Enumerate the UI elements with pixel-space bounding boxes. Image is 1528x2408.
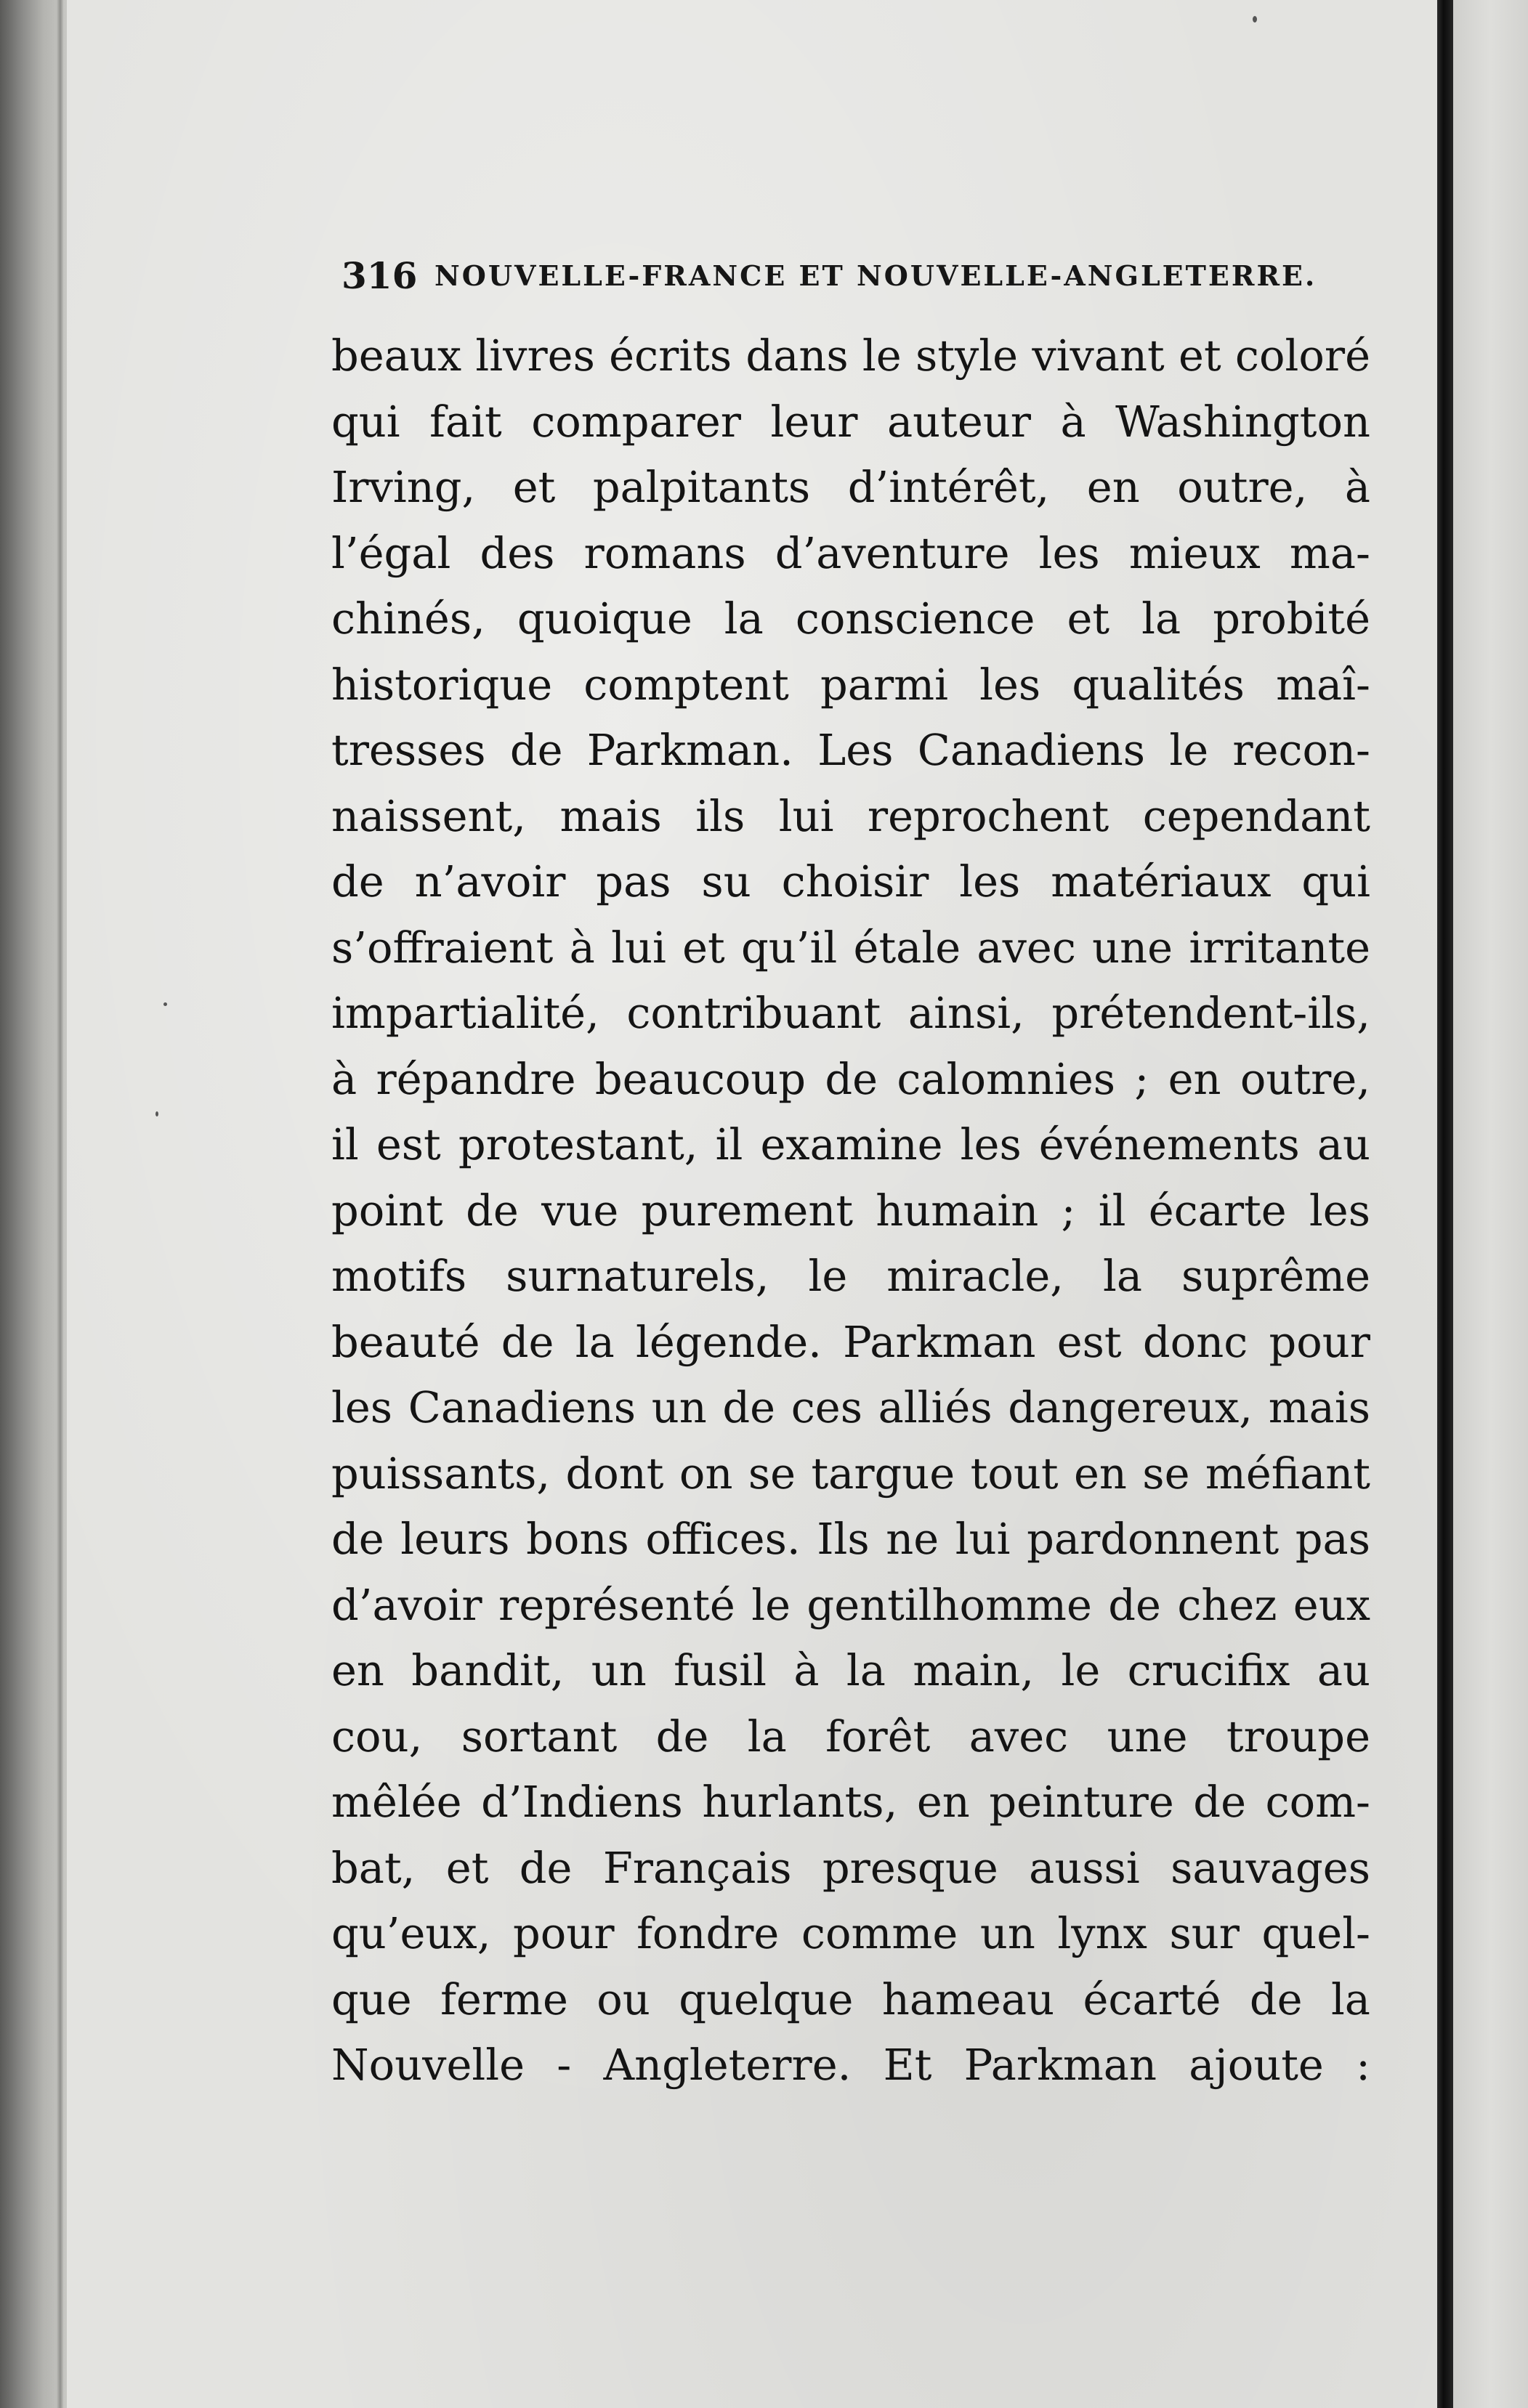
text-line: de n’avoir pas su choisir les matériaux qui: [331, 856, 1370, 907]
text-line: bat, et de Français presque aussi sauvages: [331, 1842, 1370, 1893]
text-line: qu’eux, pour fondre comme un lynx sur quel-: [331, 1908, 1370, 1958]
text-line: motifs surnaturels, le miracle, la suprême: [331, 1251, 1370, 1301]
text-line: l’égal des romans d’aventure les mieux ma-: [331, 527, 1370, 578]
page-edge-shadow: [1437, 0, 1453, 2408]
paper-speck: [155, 1111, 158, 1116]
text-line: Irving, et palpitants d’intérêt, en outre, à: [331, 462, 1370, 512]
text-line: point de vue purement humain ; il écarte les: [331, 1185, 1370, 1236]
text-line: d’avoir représenté le gentilhomme de chez eux: [331, 1579, 1370, 1630]
text-line: puissants, dont on se targue tout en se méfiant: [331, 1448, 1370, 1499]
page-number: 316: [341, 254, 418, 297]
paper-speck: [163, 1002, 167, 1006]
body-text: [331, 323, 1370, 2099]
text-line: impartialité, contribuant ainsi, prétendent-ils,: [331, 988, 1370, 1038]
paper-speck: [1253, 16, 1257, 23]
running-title: NOUVELLE-FRANCE ET NOUVELLE-ANGLETERRE.: [434, 259, 1317, 292]
text-line: de leurs bons offices. Ils ne lui pardonnent pas: [331, 1514, 1370, 1564]
text-line: les Canadiens un de ces alliés dangereux, mais: [331, 1382, 1370, 1432]
gutter-fold-line: [57, 0, 64, 2408]
text-line: cou, sortant de la forêt avec une troupe: [331, 1711, 1370, 1762]
text-line: s’offraient à lui et qu’il étale avec une irritante: [331, 922, 1370, 973]
text-line: mêlée d’Indiens hurlants, en peinture de com-: [331, 1777, 1370, 1827]
text-line: historique comptent parmi les qualités maî-: [331, 659, 1370, 710]
facing-page-margin: [1453, 0, 1528, 2408]
page-header: [341, 247, 1373, 305]
text-line: à répandre beaucoup de calomnies ; en outre,: [331, 1053, 1370, 1104]
text-line: beaux livres écrits dans le style vivant et coloré: [331, 331, 1370, 381]
text-line: en bandit, un fusil à la main, le crucifix au: [331, 1645, 1370, 1695]
text-line: tresses de Parkman. Les Canadiens le recon-: [331, 725, 1370, 775]
text-line: beauté de la légende. Parkman est donc pour: [331, 1316, 1370, 1367]
text-line: Nouvelle - Angleterre. Et Parkman ajoute :: [331, 2040, 1370, 2090]
text-line: qui fait comparer leur auteur à Washington: [331, 396, 1370, 447]
text-line: que ferme ou quelque hameau écarté de la: [331, 1974, 1370, 2024]
text-line: il est protestant, il examine les événements au: [331, 1119, 1370, 1169]
text-line: chinés, quoique la conscience et la probité: [331, 593, 1370, 644]
text-line: naissent, mais ils lui reprochent cependant: [331, 790, 1370, 841]
